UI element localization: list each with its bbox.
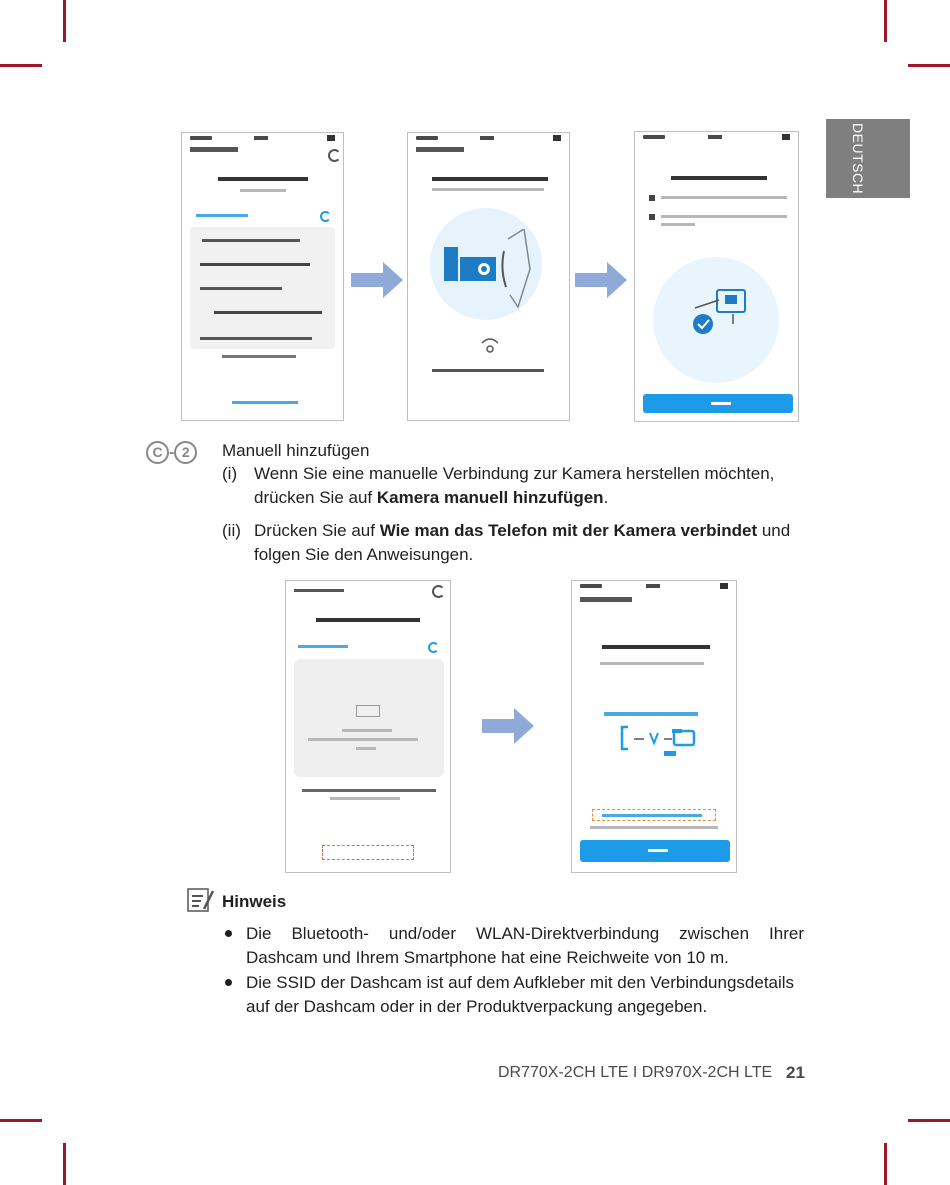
checkmark-icon [689, 286, 749, 336]
bullet-icon [225, 930, 232, 937]
language-tab-label: DEUTSCH [850, 123, 866, 195]
crop-mark [908, 64, 950, 67]
language-tab [826, 119, 910, 198]
step-1-line-1: Wenn Sie eine manuelle Verbindung zur Kamera herstellen möchten, [254, 464, 775, 483]
badge-letter: C [146, 441, 169, 464]
crop-mark [63, 0, 66, 42]
section-title: Manuell hinzufügen [222, 441, 370, 460]
badge-number: 2 [174, 441, 197, 464]
section-badge [146, 441, 197, 464]
step-1-text: drücken Sie auf [254, 488, 377, 507]
arrow-right-icon [482, 708, 534, 744]
dashcam-icon [620, 725, 700, 759]
step-2-line-1 [254, 519, 790, 543]
continue-button-mock [580, 840, 730, 862]
crop-mark [884, 0, 887, 42]
crop-mark [908, 1119, 950, 1122]
page-number: 21 [786, 1063, 805, 1082]
step-2-line-2: folgen Sie den Anweisungen. [254, 545, 474, 564]
note-bullet-2-line-1: Die SSID der Dashcam ist auf dem Aufkleber mit den Verbindungsdetails [246, 973, 795, 992]
crop-mark [63, 1143, 66, 1185]
step-marker: (i) [222, 464, 238, 483]
crop-mark [0, 64, 42, 67]
phone-screenshot-how-to-connect [571, 580, 737, 873]
arrow-right-icon [575, 262, 627, 298]
note-title: Hinweis [222, 892, 287, 911]
note-icon [186, 887, 214, 913]
phone-screenshot-connected [634, 131, 799, 422]
arrow-right-icon [351, 262, 403, 298]
refresh-icon [328, 149, 341, 162]
phone-screenshot-connecting [407, 132, 570, 421]
refresh-icon [432, 585, 445, 598]
note-bullet-2-line-2: auf der Dashcam oder in der Produktverpackung angegeben. [246, 997, 708, 1016]
note-bullet-1-line-1: Die Bluetooth- und/oder WLAN-Direktverbindung zwischen Ihrer [246, 924, 804, 943]
phone-screenshot-camera-list [181, 132, 344, 421]
dashcam-icon [438, 229, 548, 309]
step-1-suffix: . [603, 488, 609, 507]
crop-mark [884, 1143, 887, 1185]
phone-icon [478, 333, 502, 357]
phone-screenshot-add-manually [285, 580, 451, 873]
step-2-suffix: und [757, 521, 791, 540]
step-2-text: Drücken Sie auf [254, 521, 380, 540]
note-bullet-1-line-2: Dashcam und Ihrem Smartphone hat eine Reichweite von 10 m. [246, 948, 729, 967]
badge-dash: - [169, 444, 175, 461]
step-1-bold-action: Kamera manuell hinzufügen [376, 488, 604, 507]
crop-mark [0, 1119, 42, 1122]
step-1-line-2 [254, 486, 608, 510]
footer-model-names: DR770X-2CH LTE I DR970X-2CH LTE [498, 1064, 773, 1081]
step-marker: (ii) [222, 521, 241, 540]
step-2-bold-action: Wie man das Telefon mit der Kamera verbindet [379, 521, 758, 540]
confirm-button-mock [643, 394, 793, 413]
bullet-icon [225, 979, 232, 986]
